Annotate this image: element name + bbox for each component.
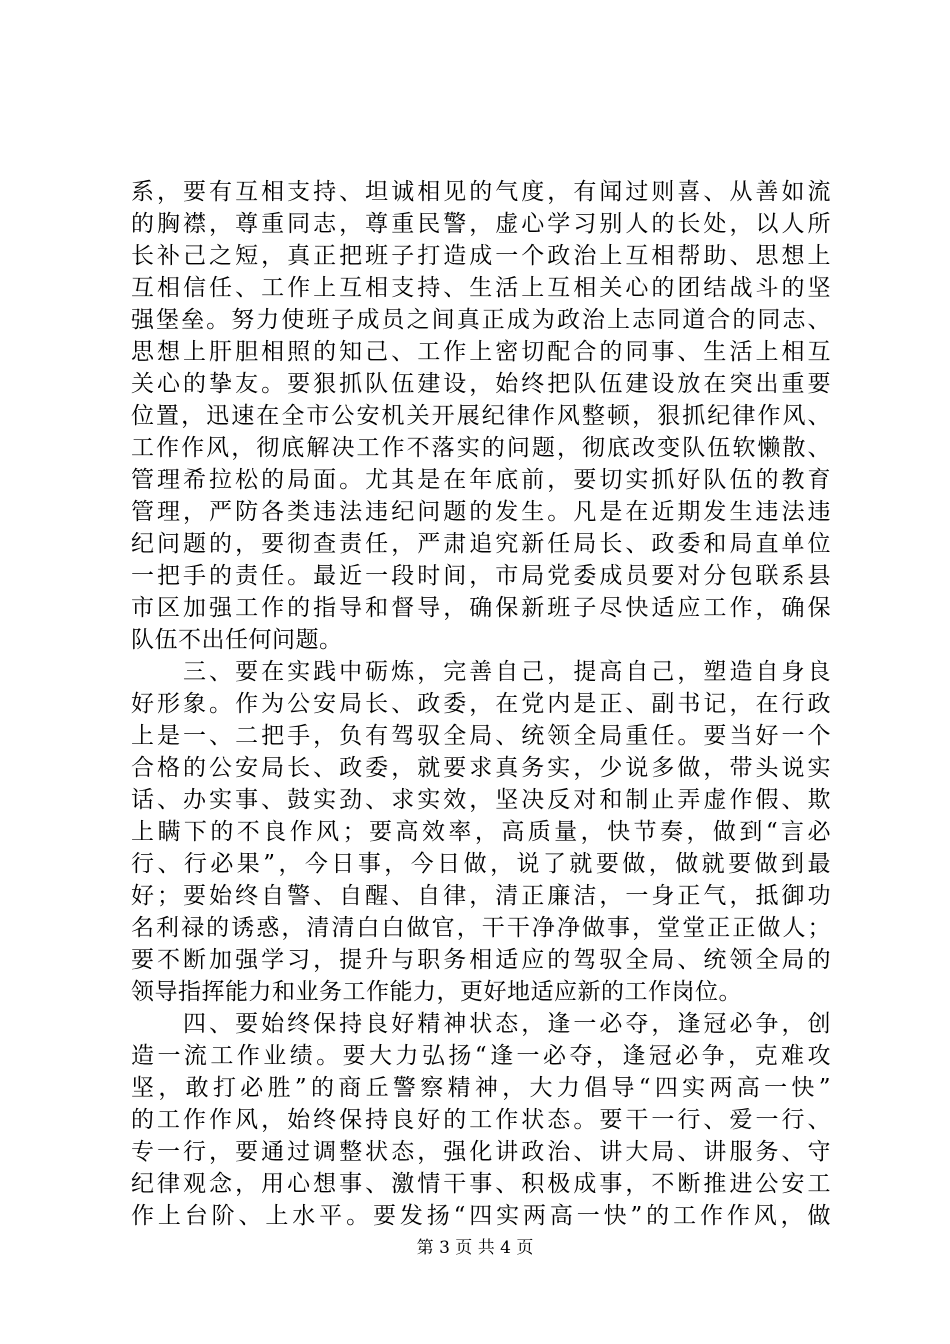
text-line: 纪律观念，用心想事、激情干事、积极成事，不断推进公安工 [131,1171,831,1197]
text-line: 思想上肝胆相照的知己、工作上密切配合的同事、生活上相互 [131,339,831,365]
text-line: 管理希拉松的局面。尤其是在年底前，要切实抓好队伍的教育 [131,467,831,493]
text-line: 作上台阶、上水平。要发扬“四实两高一快”的工作作风，做 [131,1203,831,1229]
text-line: 强堡垒。努力使班子成员之间真正成为政治上志同道合的同志、 [131,307,831,333]
text-line: 四、要始终保持良好精神状态，逢一必夺，逢冠必争，创 [131,1011,831,1037]
text-line: 上是一、二把手，负有驾驭全局、统领全局重任。要当好一个 [131,723,831,749]
text-line: 长补己之短，真正把班子打造成一个政治上互相帮助、思想上 [131,243,831,269]
text-line: 管理，严防各类违法违纪问题的发生。凡是在近期发生违法违 [131,499,831,525]
text-line: 合格的公安局长、政委，就要求真务实，少说多做，带头说实 [131,755,831,781]
page-number: 第 3 页 共 4 页 [416,1238,534,1258]
text-line: 好形象。作为公安局长、政委，在党内是正、副书记，在行政 [131,691,831,717]
text-line: 工作作风，彻底解决工作不落实的问题，彻底改变队伍软懒散、 [131,435,831,461]
text-line: 市区加强工作的指导和督导，确保新班子尽快适应工作，确保 [131,595,831,621]
text-line: 话、办实事、鼓实劲、求实效，坚决反对和制止弄虚作假、欺 [131,787,831,813]
text-line: 专一行，要通过调整状态，强化讲政治、讲大局、讲服务、守 [131,1139,831,1165]
text-line: 一把手的责任。最近一段时间，市局党委成员要对分包联系县 [131,563,831,589]
text-line: 要不断加强学习，提升与职务相适应的驾驭全局、统领全局的 [131,947,831,973]
text-line: 造一流工作业绩。要大力弘扬“逢一必夺，逢冠必争，克难攻 [131,1043,831,1069]
text-line: 的胸襟，尊重同志，尊重民警，虚心学习别人的长处，以人所 [131,211,831,237]
text-line: 三、要在实践中砺炼，完善自己，提高自己，塑造自身良 [131,659,831,685]
text-line: 坚，敢打必胜”的商丘警察精神，大力倡导“四实两高一快” [131,1075,831,1101]
text-line: 行、行必果”，今日事，今日做，说了就要做，做就要做到最 [131,851,831,877]
text-line: 纪问题的，要彻查责任，严肃追究新任局长、政委和局直单位 [131,531,831,557]
text-line: 好；要始终自警、自醒、自律，清正廉洁，一身正气，抵御功 [131,883,831,909]
text-line: 互相信任、工作上互相支持、生活上互相关心的团结战斗的坚 [131,275,831,301]
text-line: 队伍不出任何问题。 [131,627,343,653]
text-line: 系，要有互相支持、坦诚相见的气度，有闻过则喜、从善如流 [131,179,831,205]
text-line: 关心的挚友。要狠抓队伍建设，始终把队伍建设放在突出重要 [131,371,831,397]
text-line: 位置，迅速在全市公安机关开展纪律作风整顿，狠抓纪律作风、 [131,403,831,429]
text-line: 领导指挥能力和业务工作能力，更好地适应新的工作岗位。 [131,979,742,1005]
text-line: 上瞒下的不良作风；要高效率，高质量，快节奏，做到“言必 [131,819,831,845]
text-line: 的工作作风，始终保持良好的工作状态。要干一行、爱一行、 [131,1107,831,1133]
text-line: 名利禄的诱惑，清清白白做官，干干净净做事，堂堂正正做人； [131,915,831,941]
